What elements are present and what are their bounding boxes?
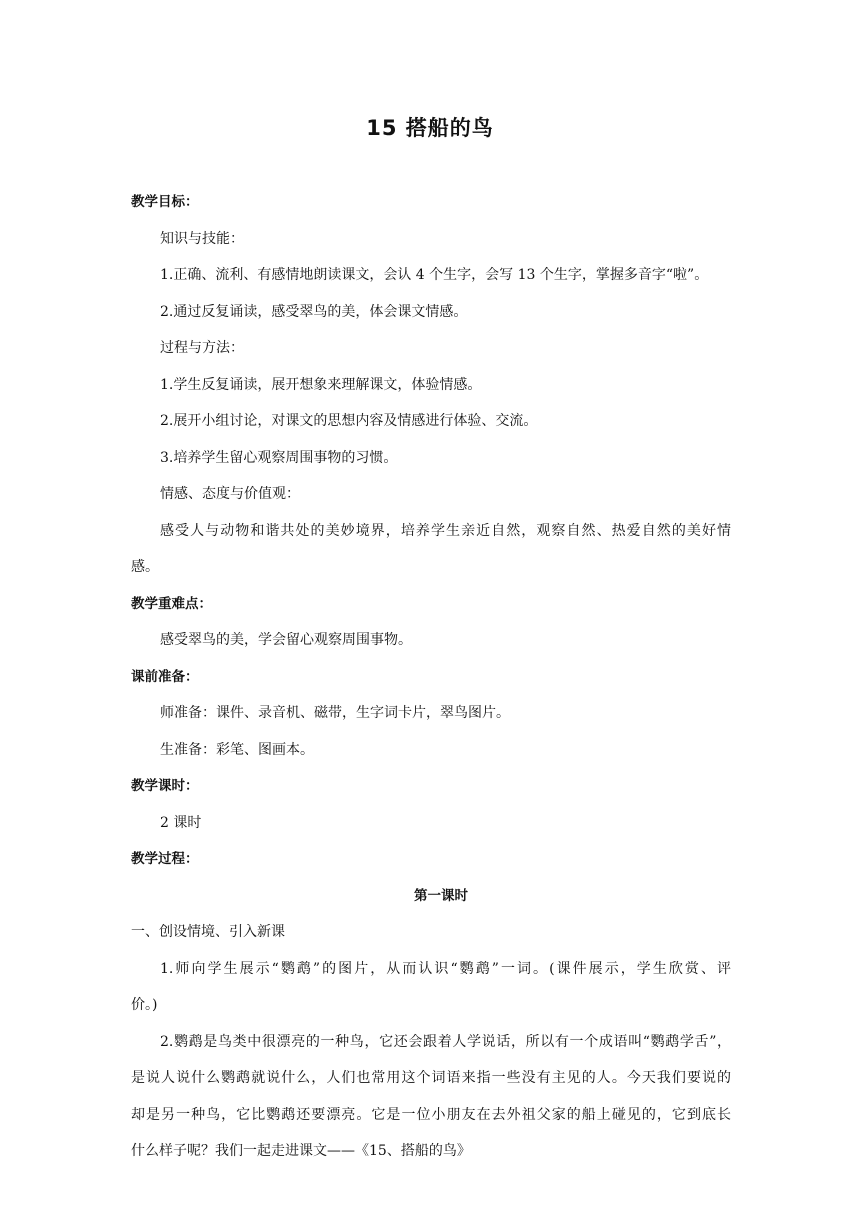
text-line: 过程与方法： [160, 340, 244, 356]
document-title: 15 搭船的鸟 [366, 116, 494, 140]
text-line: 3.培养学生留心观察周围事物的习惯。 [160, 449, 398, 466]
section-heading: 课前准备： [131, 668, 199, 685]
text-line: 2 课时 [160, 814, 202, 831]
text-line: 是说人说什么鹦鹉就说什么，人们也常用这个词语来指一些没有主见的人。今天我们要说的 [131, 1070, 731, 1086]
section-heading: 教学重难点： [131, 595, 212, 612]
text-line: 1.师向学生展示“鹦鹉”的图片，从而认识“鹦鹉”一词。(课件展示，学生欣赏、评 [160, 960, 731, 977]
subsection-heading: 第一课时 [414, 887, 468, 904]
section-heading: 教学过程： [131, 851, 199, 867]
text-line: 2.展开小组讨论，对课文的思想内容及情感进行体验、交流。 [160, 413, 538, 429]
text-line: 什么样子呢？我们一起走进课文——《15、搭船的鸟》 [131, 1143, 471, 1159]
text-line: 2.通过反复诵读，感受翠鸟的美，体会课文情感。 [160, 303, 468, 320]
text-line: 感受人与动物和谐共处的美妙境界，培养学生亲近自然，观察自然、热爱自然的美好情 [160, 522, 731, 539]
document-body [131, 184, 731, 1170]
text-line: 2.鹦鹉是鸟类中很漂亮的一种鸟，它还会跟着人学说话，所以有一个成语叫“鹦鹉学舌”， [160, 1033, 731, 1050]
text-line: 却是另一种鸟，它比鹦鹉还要漂亮。它是一位小朋友在去外祖父家的船上碰见的，它到底长 [131, 1106, 731, 1123]
section-heading: 教学课时： [131, 778, 199, 794]
text-line: 1.正确、流利、有感情地朗读课文，会认 4 个生字，会写 13 个生字，掌握多音字“啦”。 [160, 267, 709, 283]
text-line: 感。 [131, 559, 159, 575]
text-line: 师准备：课件、录音机、磁带，生字词卡片，翠鸟图片。 [160, 705, 510, 721]
text-line: 价。) [131, 997, 158, 1013]
text-line: 知识与技能： [160, 230, 244, 247]
text-line: 1.学生反复诵读，展开想象来理解课文，体验情感。 [160, 376, 482, 393]
text-line: 生准备：彩笔、图画本。 [160, 741, 314, 758]
text-line: 一、创设情境、引入新课 [131, 924, 285, 940]
text-line: 感受翠鸟的美，学会留心观察周围事物。 [160, 632, 412, 648]
section-heading: 教学目标： [131, 194, 199, 210]
text-line: 情感、态度与价值观： [160, 486, 300, 502]
